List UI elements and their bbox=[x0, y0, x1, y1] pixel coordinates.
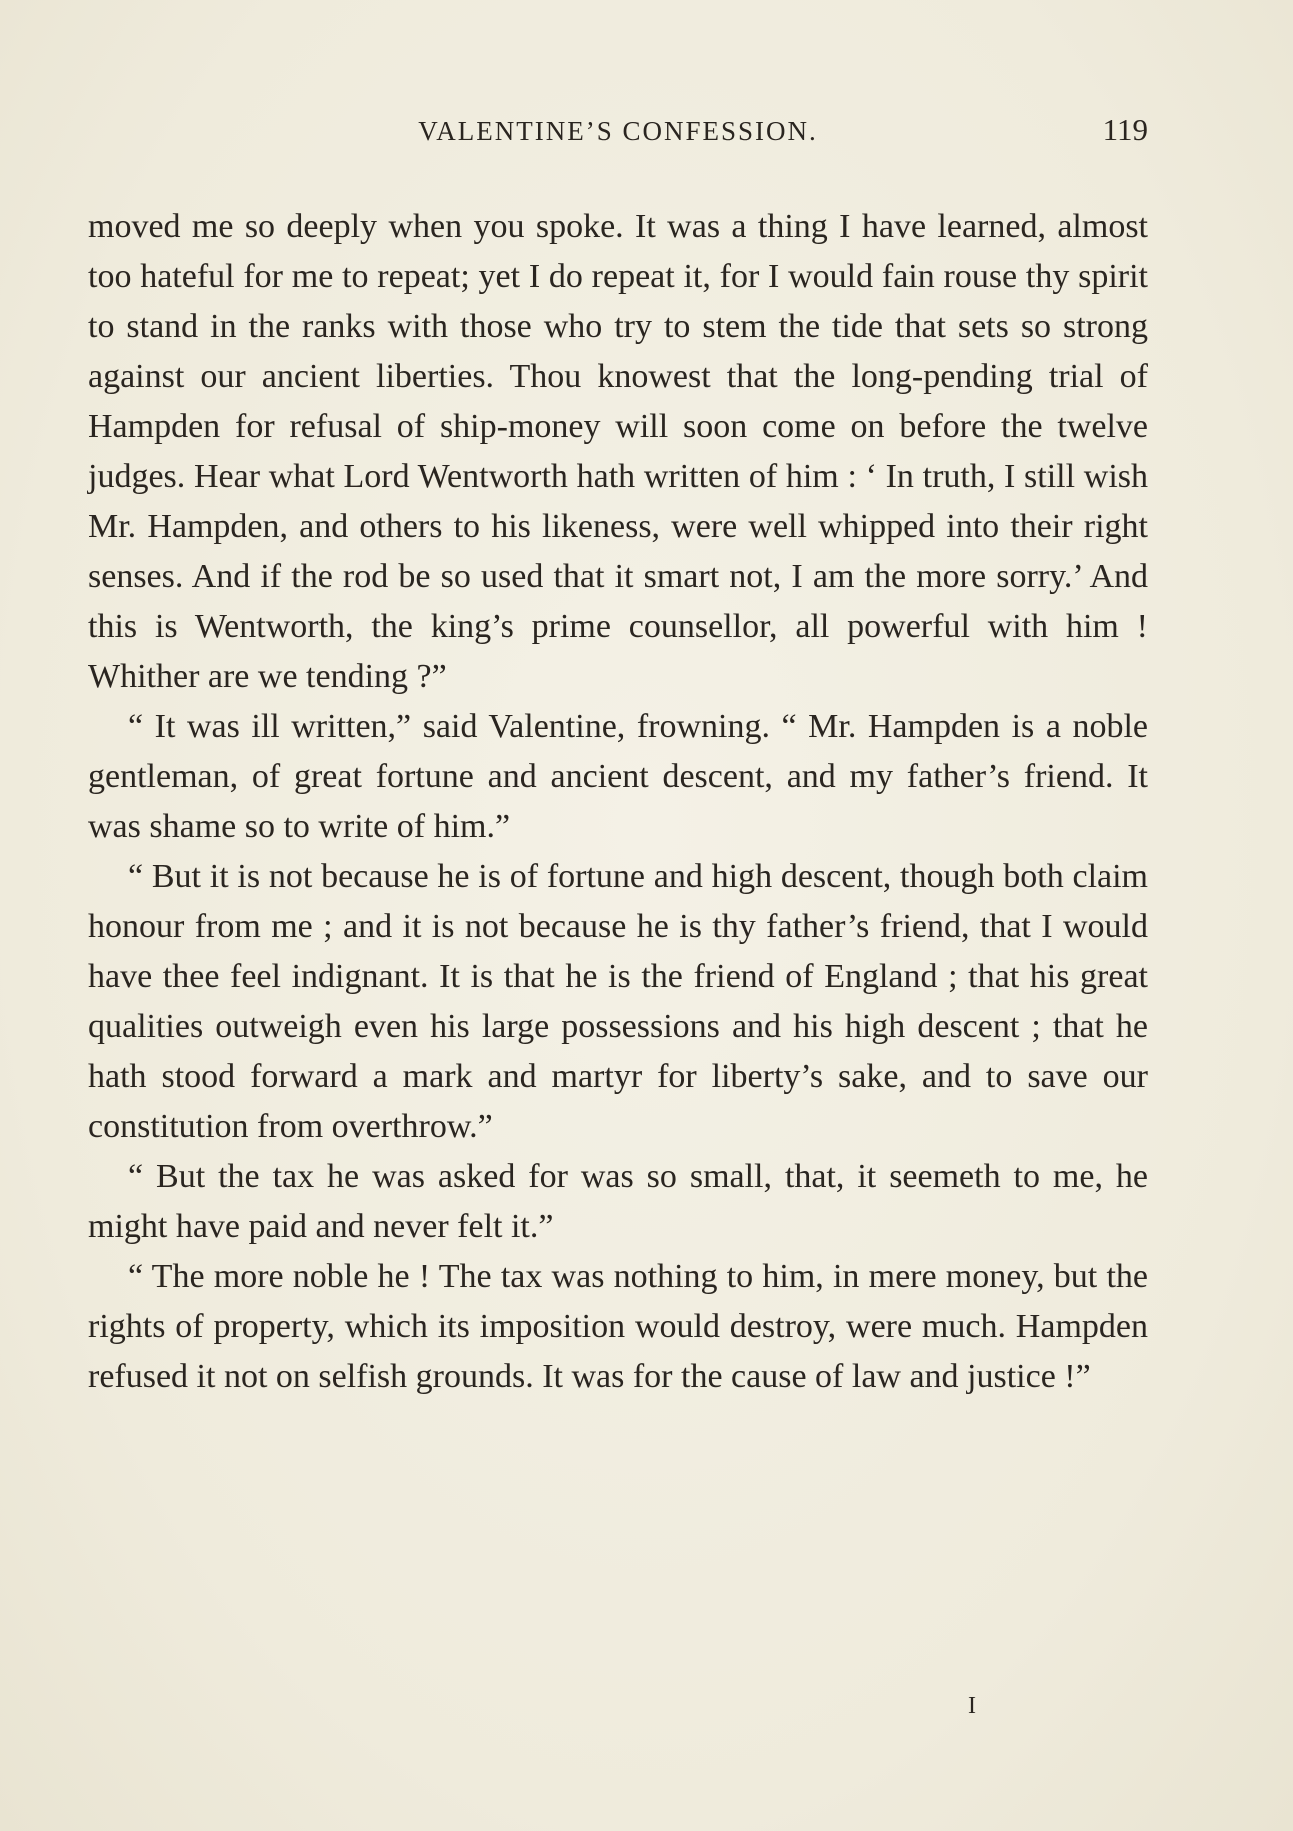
page-number: 119 bbox=[1102, 112, 1148, 147]
running-title: VALENTINE’S CONFESSION. bbox=[418, 116, 818, 146]
paragraph: “ The more noble he ! The tax was nothing to him, in mere money, but the rights of property, which its imposition would destroy, were much. Hampden refused it not on selfish grounds. It was for the cause of law and justice !” bbox=[88, 1258, 1148, 1395]
paragraph: “ But the tax he was asked for was so small, that, it seemeth to me, he might have paid and never felt it.” bbox=[88, 1158, 1148, 1245]
paragraph: “ It was ill written,” said Valentine, frowning. “ Mr. Hampden is a noble gentleman, of great fortune and ancient descent, and my father’s friend. It was shame so to write of him.” bbox=[88, 708, 1148, 845]
body-text bbox=[88, 202, 1148, 1402]
paragraph: moved me so deeply when you spoke. It was a thing I have learned, almost too hateful for me to repeat; yet I do repeat it, for I would fain rouse thy spirit to stand in the ranks with those who try to stem the tide that sets so strong against our ancient liberties. Thou knowest that the long-pending trial of Hampden for refusal of ship-money will soon come on before the twelve judges. Hear what Lord Wentworth hath written of him : ‘ In truth, I still wish Mr. Hampden, and others to his likeness, were well whipped into their right senses. And if the rod be so used that it smart not, I am the more sorry.’ And this is Wentworth, the king’s prime counsellor, all powerful with him ! Whither are we tending ?” bbox=[88, 208, 1148, 695]
signature-mark: I bbox=[968, 1693, 977, 1719]
paragraph: “ But it is not because he is of fortune and high descent, though both claim honour from me ; and it is not because he is thy father’s friend, that I would have thee feel indignant. It is that he is the friend of England ; that his great qualities outweigh even his large possessions and his high descent ; that he hath stood forward a mark and martyr for liberty’s sake, and to save our constitution from overthrow.” bbox=[88, 858, 1148, 1145]
running-head bbox=[88, 112, 1148, 152]
